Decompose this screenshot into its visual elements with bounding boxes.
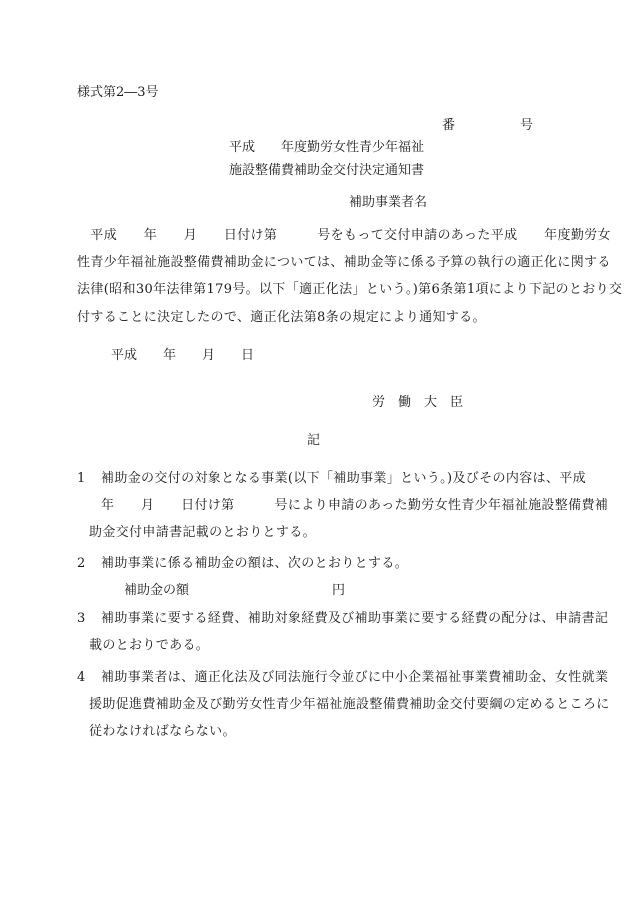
ki-heading: 記 bbox=[307, 433, 321, 448]
item-number: 2 bbox=[77, 556, 86, 571]
item-text-line: 年 月 日付け第 号により申請のあった勤労女性青少年福祉施設整備費補 bbox=[101, 498, 609, 513]
document-number: 番 号 bbox=[442, 118, 534, 133]
item-number: 3 bbox=[77, 611, 86, 626]
item-number: 1 bbox=[77, 471, 86, 486]
item-text-line: 補助事業に要する経費、補助対象経費及び補助事業に要する経費の配分は、申請書記 bbox=[101, 611, 609, 626]
item-text-line: 援助促進費補助金及び勤労女性青少年福祉施設整備費補助金交付要綱の定めるところに bbox=[89, 697, 610, 712]
body-paragraph-line: 付することに決定したので、適正化法第8条の規定により通知する。 bbox=[77, 310, 486, 325]
body-paragraph-line: 法律(昭和30年法律第179号。以下「適正化法」という。)第6条第1項により下記のとおり交 bbox=[77, 282, 623, 297]
recipient-name: 補助事業者名 bbox=[349, 195, 428, 210]
item-text-line: 従わなければならない。 bbox=[89, 724, 236, 739]
item-text-line: 補助事業に係る補助金の額は、次のとおりとする。 bbox=[101, 556, 409, 571]
issue-date: 平成 年 月 日 bbox=[111, 348, 255, 363]
minister-title: 労 働 大 臣 bbox=[372, 395, 464, 410]
subsidy-amount-line: 補助金の額 円 bbox=[124, 583, 346, 598]
body-paragraph-line: 平成 年 月 日付け第 号をもって交付申請のあった平成 年度勤労女 bbox=[77, 228, 611, 243]
item-text-line: 補助事業者は、適正化法及び同法施行令並びに中小企業福祉事業費補助金、女性就業 bbox=[101, 670, 609, 685]
form-number: 様式第2―3号 bbox=[77, 85, 159, 100]
document-title-line-2: 施設整備費補助金交付決定通知書 bbox=[229, 163, 425, 178]
body-paragraph-line: 性青少年福祉施設整備費補助金については、補助金等に係る予算の執行の適正化に関する bbox=[77, 255, 611, 270]
item-text-line: 載のとおりである。 bbox=[89, 638, 210, 653]
item-text-line: 補助金の交付の対象となる事業(以下「補助事業」という。)及びその内容は、平成 bbox=[101, 471, 586, 486]
item-text-line: 助金交付申請書記載のとおりとする。 bbox=[89, 525, 316, 540]
document-title-line-1: 平成 年度勤労女性青少年福祉 bbox=[229, 140, 425, 155]
item-number: 4 bbox=[77, 670, 86, 685]
